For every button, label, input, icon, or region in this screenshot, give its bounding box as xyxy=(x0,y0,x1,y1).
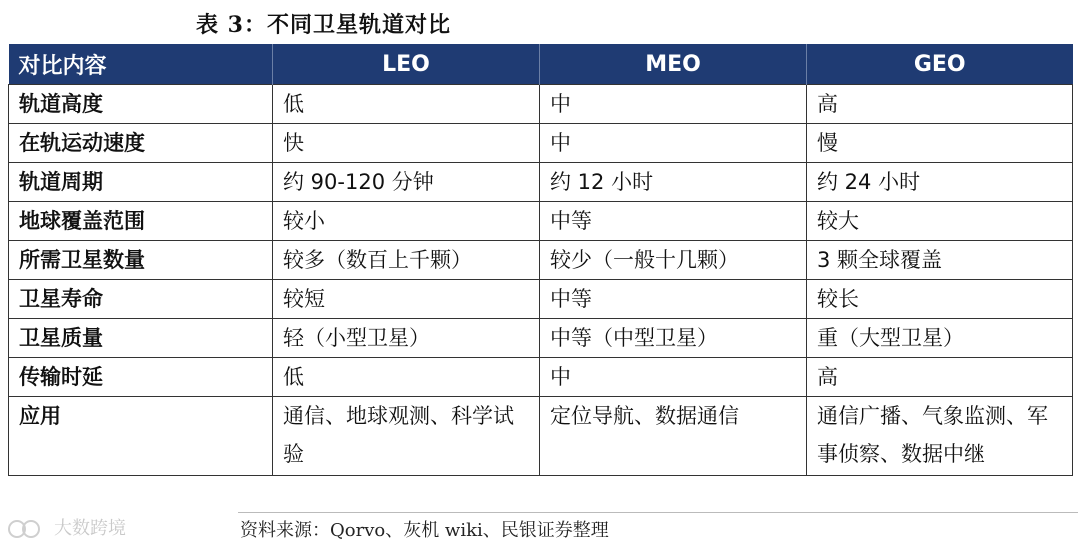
table-row xyxy=(9,202,1073,241)
cell-geo: 高 xyxy=(807,358,1073,397)
cell-meo: 约 12 小时 xyxy=(540,163,807,202)
row-label: 在轨运动速度 xyxy=(9,124,273,163)
row-label: 所需卫星数量 xyxy=(9,241,273,280)
cell-geo: 重（大型卫星） xyxy=(807,319,1073,358)
cell-meo: 中 xyxy=(540,124,807,163)
cell-leo: 快 xyxy=(273,124,540,163)
row-label: 应用 xyxy=(9,397,273,476)
cell-meo: 中等 xyxy=(540,280,807,319)
table-row xyxy=(9,241,1073,280)
cell-meo: 中等 xyxy=(540,202,807,241)
cell-leo: 低 xyxy=(273,85,540,124)
cell-leo: 轻（小型卫星） xyxy=(273,319,540,358)
table-row xyxy=(9,85,1073,124)
source-divider xyxy=(238,512,1078,513)
column-header: GEO xyxy=(807,44,1073,85)
cell-leo: 约 90-120 分钟 xyxy=(273,163,540,202)
cell-meo: 中 xyxy=(540,358,807,397)
watermark-text: 大数跨境 xyxy=(54,518,126,539)
cell-geo: 慢 xyxy=(807,124,1073,163)
column-header: LEO xyxy=(273,44,540,85)
cell-geo: 通信广播、气象监测、军事侦察、数据中继 xyxy=(807,397,1073,476)
cell-geo: 较大 xyxy=(807,202,1073,241)
table-row xyxy=(9,124,1073,163)
comparison-table xyxy=(8,44,1073,476)
cell-geo: 高 xyxy=(807,85,1073,124)
table-title: 表 3：不同卫星轨道对比 xyxy=(196,12,451,38)
cell-meo: 定位导航、数据通信 xyxy=(540,397,807,476)
table-row xyxy=(9,280,1073,319)
table-row xyxy=(9,358,1073,397)
row-label: 轨道高度 xyxy=(9,85,273,124)
watermark xyxy=(8,514,126,540)
header-row xyxy=(9,44,1073,85)
column-header: MEO xyxy=(540,44,807,85)
cell-leo: 较短 xyxy=(273,280,540,319)
source-note: 资料来源：Qorvo、灰机 wiki、民银证券整理 xyxy=(240,520,609,541)
row-label: 卫星质量 xyxy=(9,319,273,358)
cell-leo: 通信、地球观测、科学试验 xyxy=(273,397,540,476)
cell-leo: 较多（数百上千颗） xyxy=(273,241,540,280)
cell-geo: 约 24 小时 xyxy=(807,163,1073,202)
cell-meo: 较少（一般十几颗） xyxy=(540,241,807,280)
cell-leo: 较小 xyxy=(273,202,540,241)
table-row xyxy=(9,397,1073,476)
cell-geo: 3 颗全球覆盖 xyxy=(807,241,1073,280)
row-label: 传输时延 xyxy=(9,358,273,397)
cell-leo: 低 xyxy=(273,358,540,397)
watermark-logo-icon xyxy=(8,516,48,538)
table-row xyxy=(9,163,1073,202)
row-label: 卫星寿命 xyxy=(9,280,273,319)
column-header: 对比内容 xyxy=(9,44,273,85)
table-row xyxy=(9,319,1073,358)
cell-geo: 较长 xyxy=(807,280,1073,319)
row-label: 轨道周期 xyxy=(9,163,273,202)
row-label: 地球覆盖范围 xyxy=(9,202,273,241)
cell-meo: 中等（中型卫星） xyxy=(540,319,807,358)
cell-meo: 中 xyxy=(540,85,807,124)
